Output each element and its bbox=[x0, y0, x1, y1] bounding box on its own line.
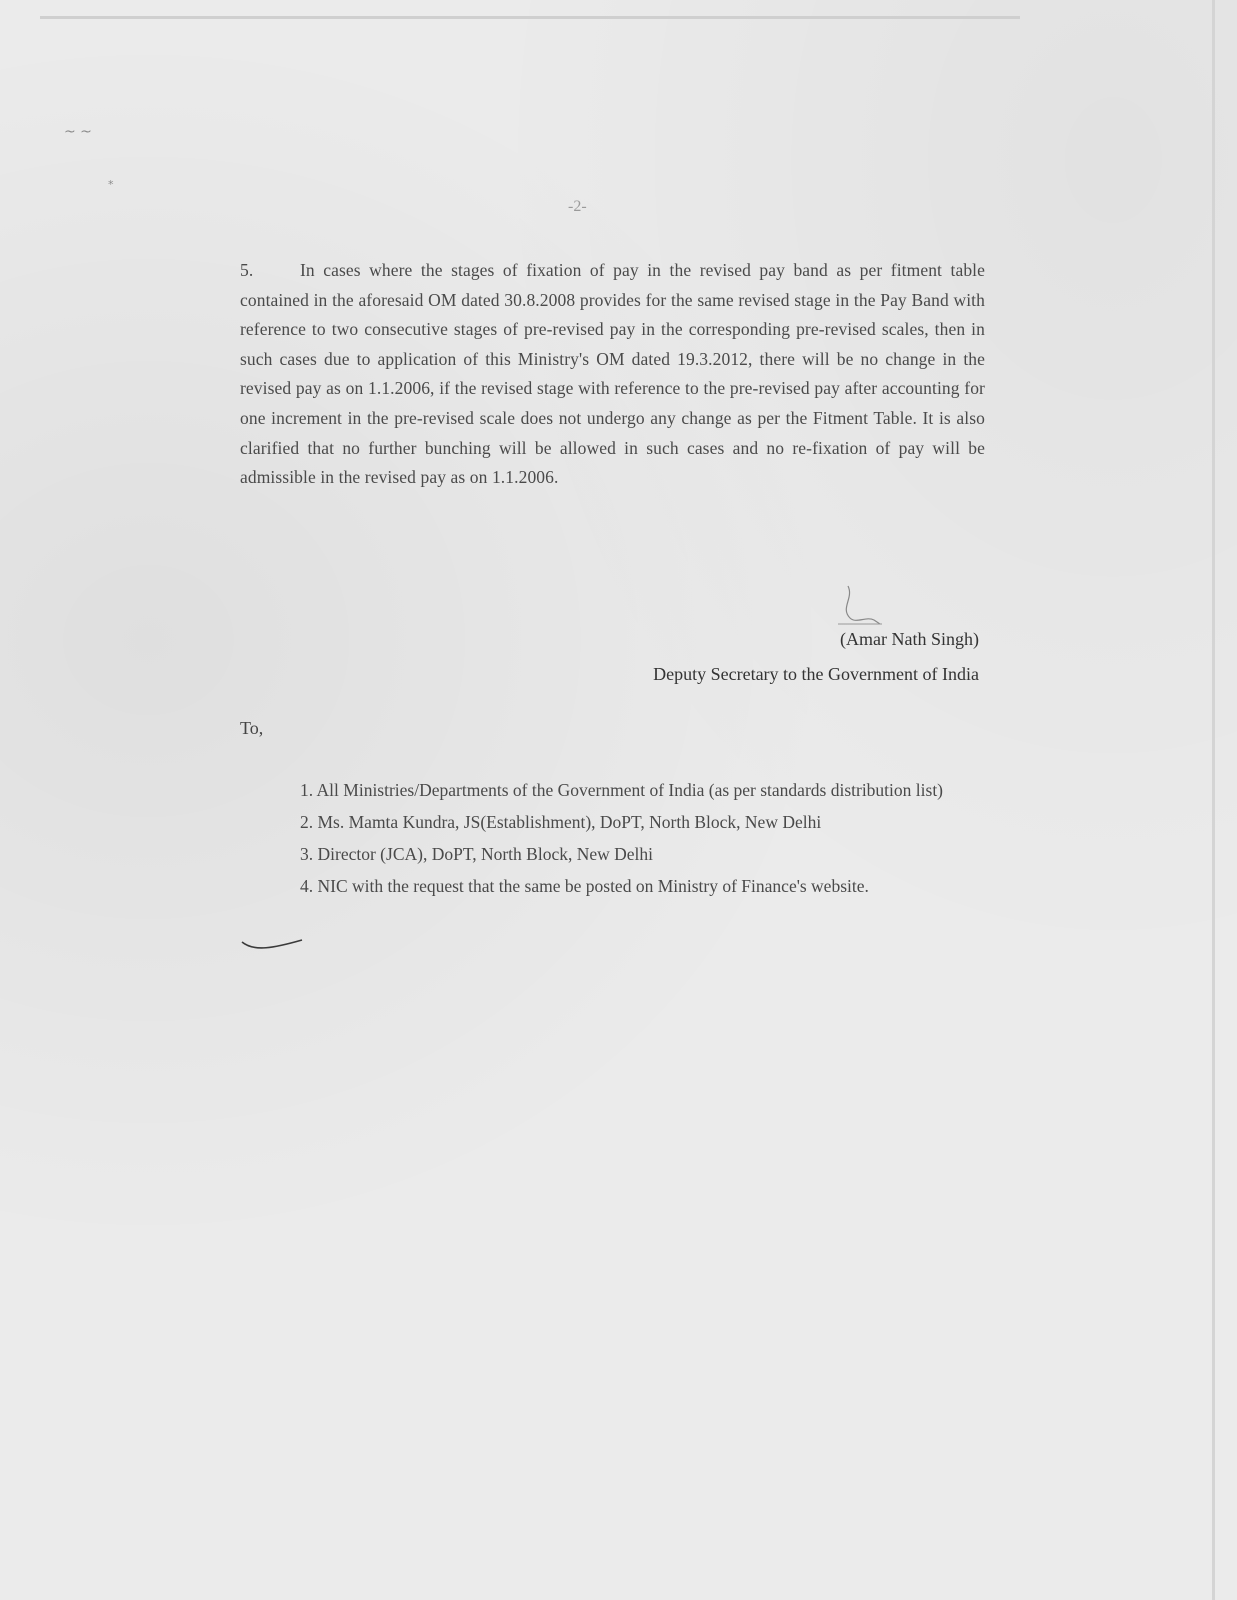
pen-tick-mark bbox=[240, 936, 320, 956]
paragraph-number: 5. bbox=[240, 260, 254, 280]
scan-mark: ~ ~ bbox=[64, 124, 92, 140]
page-right-edge bbox=[1212, 0, 1215, 1600]
page-top-edge bbox=[40, 16, 1020, 19]
distribution-item: 3. Director (JCA), DoPT, North Block, New Delhi bbox=[300, 844, 654, 864]
distribution-item: 4. NIC with the request that the same be posted on Ministry of Finance's website. bbox=[300, 876, 869, 896]
signature-block bbox=[653, 622, 979, 692]
paragraph-5 bbox=[240, 256, 985, 493]
addressee-label: To, bbox=[240, 718, 264, 738]
signatory-designation: Deputy Secretary to the Government of India bbox=[653, 664, 979, 684]
signatory-name: (Amar Nath Singh) bbox=[840, 629, 979, 649]
page-number: -2- bbox=[568, 198, 587, 215]
paragraph-text: In cases where the stages of fixation of pay in the revised pay band as per fitment table contained in the aforesaid OM dated 30.8.2008 provides for the same revised stage in the Pay Band with reference to two consecutive stages of pre-revised pay in the corresponding pre-revised scales, then in such cases due to application of this Ministry's OM dated 19.3.2012, there will be no change in the revised pay as on 1.1.2006, if the revised stage with reference to the pre-revised pay after accounting for one increment in the pre-revised scale does not undergo any change as per the Fitment Table. It is also clarified that no further bunching will be allowed in such cases and no re-fixation of pay will be admissible in the revised pay as on 1.1.2006. bbox=[240, 260, 985, 488]
scan-mark: * bbox=[108, 178, 114, 191]
distribution-item: 2. Ms. Mamta Kundra, JS(Establishment), DoPT, North Block, New Delhi bbox=[300, 812, 822, 832]
distribution-list bbox=[300, 776, 986, 904]
distribution-item: 1. All Ministries/Departments of the Government of India (as per standards distribution list) bbox=[300, 780, 944, 800]
